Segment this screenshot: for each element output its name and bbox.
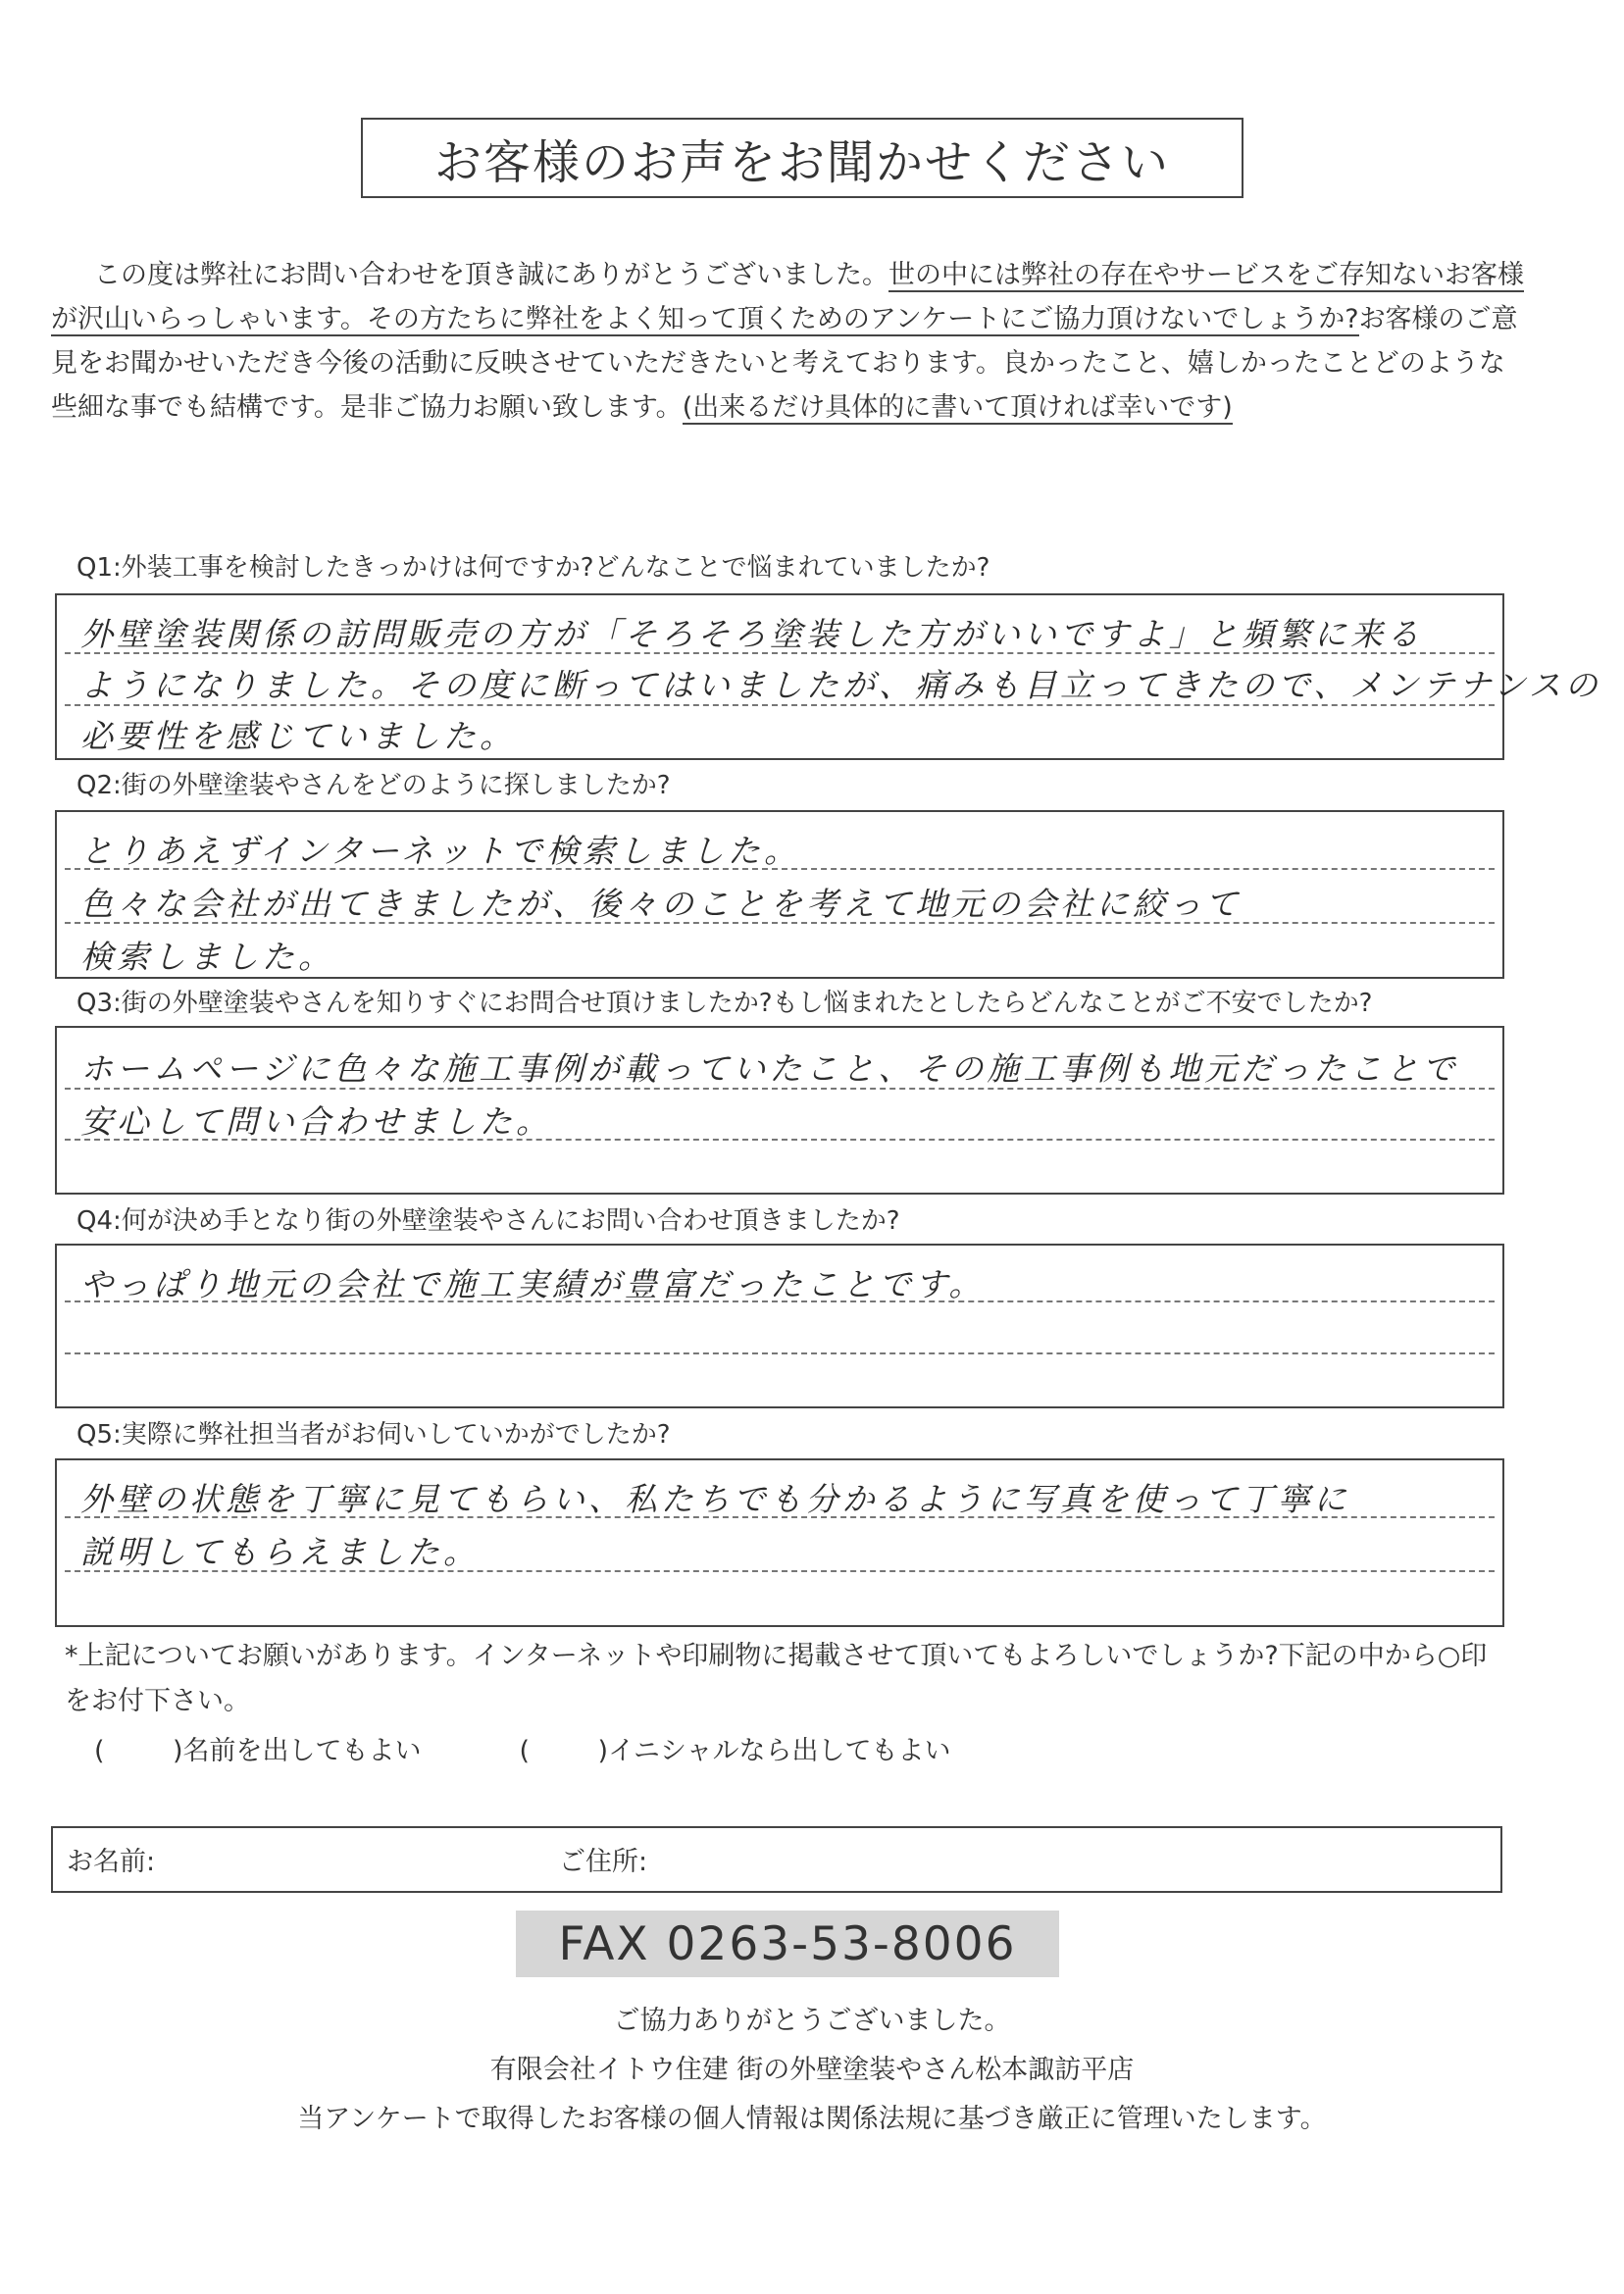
consent-option-initials-label: )イニシャルなら出してもよい: [597, 1736, 951, 1766]
answer-box-1[interactable]: [55, 593, 1601, 760]
question-5-label: Q5:実際に弊社担当者がお伺いしていかがでしたか?: [76, 1420, 671, 1450]
intro-text-4-underlined: (出来るだけ具体的に書いて頂ければ幸いです): [682, 392, 1233, 423]
address-field-label: ご住所:: [559, 1847, 648, 1877]
handwritten-answer-5-line-2: 説明してもらえました。: [80, 1533, 480, 1571]
answer-line: [65, 1352, 1495, 1354]
question-1-label: Q1:外装工事を検討したきっかけは何ですか?どんなことで悩まれていましたか?: [76, 553, 990, 583]
answer-box-4[interactable]: [55, 1244, 1504, 1408]
question-3-label: Q3:街の外壁塗装やさんを知りすぐにお問合せ頂けましたか?もし悩まれたとしたらどんなことがご不安でしたか?: [76, 989, 1373, 1018]
consent-option-name-checkbox[interactable]: (: [94, 1736, 105, 1766]
handwritten-answer-3-line-2: 安心して問い合わせました。: [80, 1102, 552, 1141]
thanks-message: ご協力ありがとうございました。: [613, 2006, 1011, 2036]
handwritten-answer-3-line-1: ホームページに色々な施工事例が載っていたこと、その施工事例も地元だったことで: [80, 1049, 1459, 1088]
consent-option-name-label: )名前を出してもよい: [173, 1736, 422, 1766]
handwritten-answer-1-line-3: 必要性を感じていました。: [80, 717, 516, 755]
answer-box-5[interactable]: [55, 1458, 1504, 1627]
fax-number: FAX 0263-53-8006: [516, 1911, 1059, 1977]
intro-paragraph: [51, 253, 1527, 430]
handwritten-answer-4-line-1: やっぱり地元の会社で施工実績が豊富だったことです。: [80, 1265, 986, 1303]
intro-text-3: お客様のご意見をお聞かせいただき今後の活動に反映させていただきたいと考えております。良かったこと、嬉しかったことどのような些細な事でも結構です。是非ご協力お願い致します。: [51, 304, 1518, 423]
question-2-label: Q2:街の外壁塗装やさんをどのように探しましたか?: [76, 771, 671, 800]
handwritten-answer-1-line-1: 外壁塗装関係の訪問販売の方が「そろそろ塗装した方がいいですよ」と頻繁に来る: [80, 615, 1423, 653]
answer-box-2[interactable]: [55, 810, 1504, 979]
consent-choices: [94, 1729, 950, 1767]
intro-text-1: この度は弊社にお問い合わせを頂き誠にありがとうございました。: [94, 260, 888, 290]
intro-text-2-underlined: 世の中には弊社の存在やサービスをご存知ないお客様が沢山いらっしゃいます。その方たちに弊社をよく知って頂くためのアンケートにご協力頂けないでしょうか?: [51, 260, 1524, 334]
answer-box-3[interactable]: [55, 1026, 1504, 1195]
page-title: お客様のお声をお聞かせください: [361, 118, 1243, 198]
handwritten-answer-2-line-3: 検索しました。: [80, 938, 334, 976]
company-name: 有限会社イトウ住建 街の外壁塗装やさん松本諏訪平店: [489, 2055, 1135, 2085]
handwritten-answer-2-line-2: 色々な会社が出てきましたが、後々のことを考えて地元の会社に絞って: [80, 885, 1242, 923]
customer-info-box: [51, 1826, 1502, 1893]
name-field-label: お名前:: [67, 1847, 156, 1877]
handwritten-answer-5-line-1: 外壁の状態を丁寧に見てもらい、私たちでも分かるように写真を使って丁寧に: [80, 1480, 1350, 1518]
privacy-statement: 当アンケートで取得したお客様の個人情報は関係法規に基づき厳正に管理いたします。: [297, 2104, 1327, 2134]
publication-consent-notice: *上記についてお願いがあります。インターネットや印刷物に掲載させて頂いてもよろしいでしょうか?下記の中から○印をお付下さい。: [65, 1641, 1488, 1716]
question-4-label: Q4:何が決め手となり街の外壁塗装やさんにお問い合わせ頂きましたか?: [76, 1206, 900, 1236]
handwritten-answer-1-line-2: ようになりました。その度に断ってはいましたが、痛みも目立ってきたので、メンテナンスの: [80, 666, 1601, 704]
handwritten-answer-2-line-1: とりあえずインターネットで検索しました。: [80, 832, 801, 870]
consent-option-initials-checkbox[interactable]: (: [519, 1736, 531, 1766]
